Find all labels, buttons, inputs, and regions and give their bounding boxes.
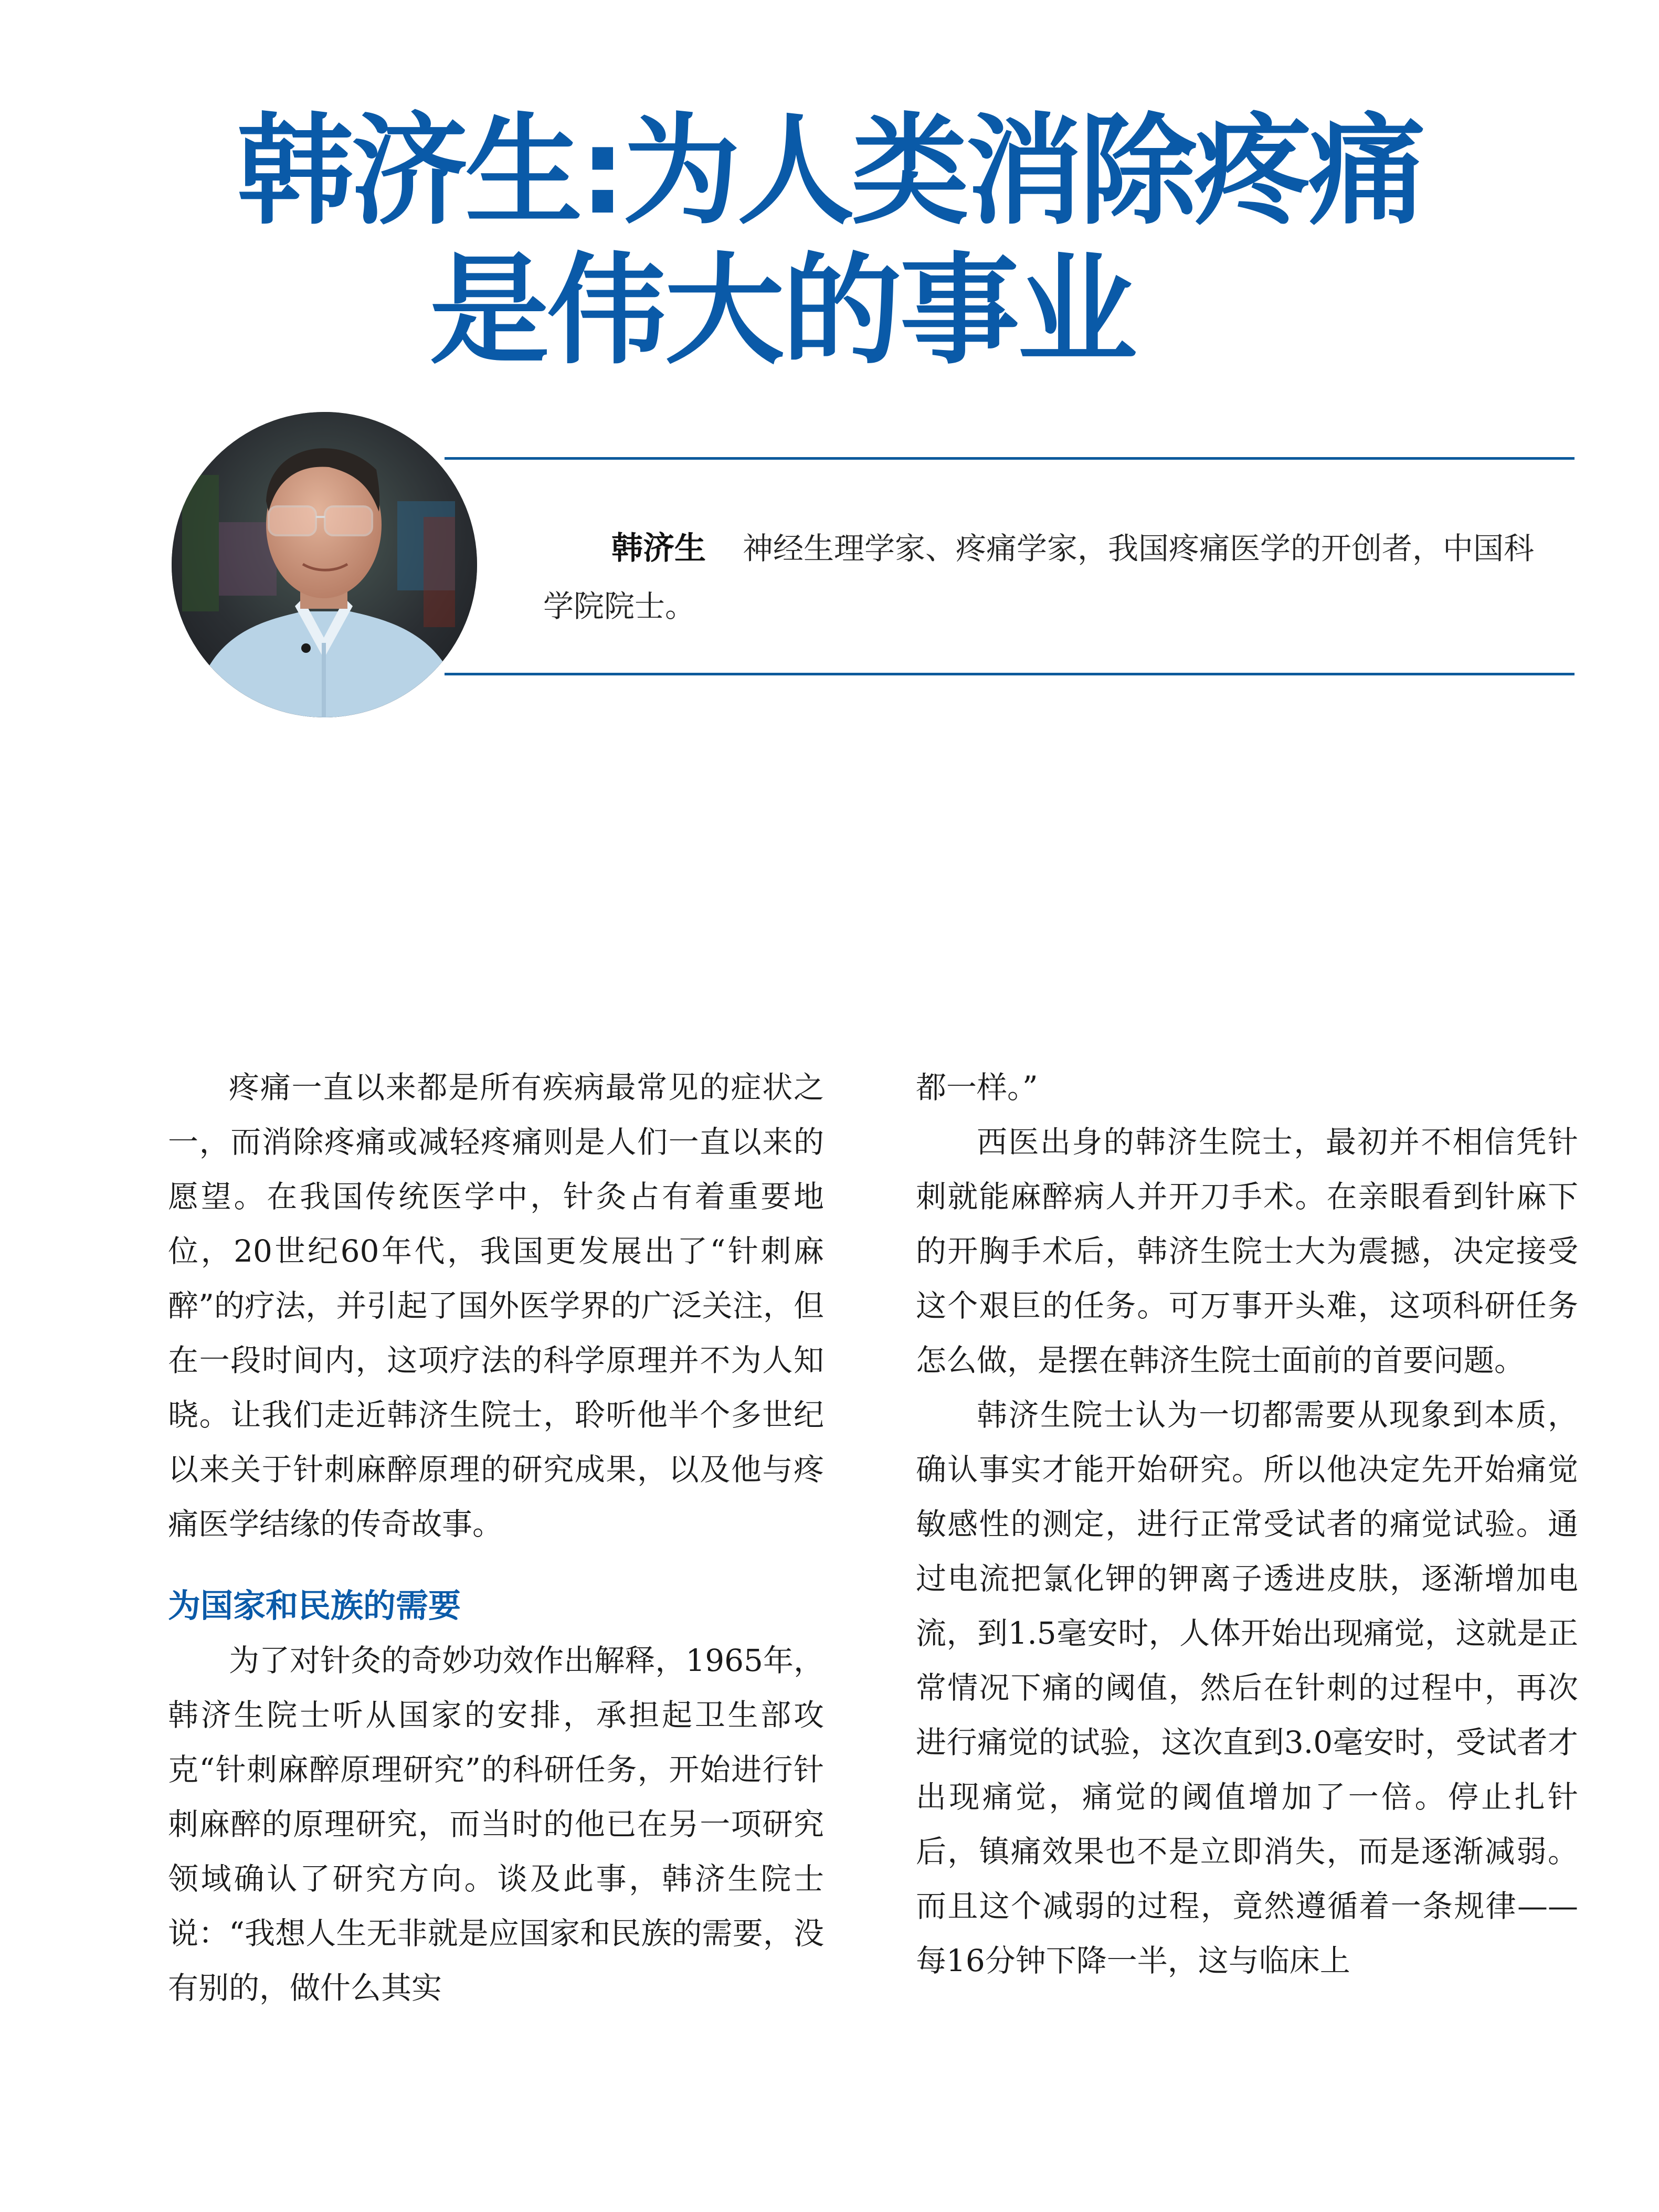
intro-paragraph: 疼痛一直以来都是所有疾病最常见的症状之一，而消除疼痛或减轻疼痛则是人们一直以来的愿望。在我国传统医学中，针灸占有着重要地位，20世纪60年代，我国更发展出了“针刺麻醉”的疗法，并引起了国外医学界的广泛关注，但在一段时间内，这项疗法的科学原理并不为人知晓。让我们走近韩济生院士，聆听他半个多世纪以来关于针刺麻醉原理的研究成果，以及他与疼痛医学结缘的传奇故事。	[168, 1070, 824, 1542]
portrait-illustration	[172, 412, 477, 717]
article-title-line-1: 韩济生:为人类消除疼痛	[236, 101, 1423, 241]
bio-description: 神经生理学家、疼痛学家，我国疼痛医学的开创者，中国科学院院士。	[543, 531, 1535, 624]
bio-name: 韩济生	[611, 530, 706, 567]
article-title-line-2: 是伟大的事业	[429, 241, 1135, 380]
body-paragraph: 韩济生院士认为一切都需要从现象到本质，确认事实才能开始研究。所以他决定先开始痛觉敏感性的测定，进行正常受试者的痛觉试验。通过电流把氯化钾的钾离子透进皮肤，逐渐增加电流，到1.5毫安时，人体开始出现痛觉，这就是正常情况下痛的阈值，然后在针刺的过程中，再次进行痛觉的试验，这次直到3.0毫安时，受试者才出现痛觉，痛觉的阈值增加了一倍。停止扎针后，镇痛效果也不是立即消失，而是逐渐减弱。而且这个减弱的过程，竟然遵循着一条规律——每16分钟下降一半，这与临床上	[916, 1397, 1578, 1978]
article-column-left	[168, 1060, 824, 2015]
author-bio	[543, 520, 1556, 635]
body-paragraph-continued: 都一样。”	[916, 1070, 1038, 1105]
body-paragraph: 西医出身的韩济生院士，最初并不相信凭针刺就能麻醉病人并开刀手术。在亲眼看到针麻下的开胸手术后，韩济生院士大为震撼，决定接受这个艰巨的任务。可万事开头难，这项科研任务怎么做，是摆在韩济生院士面前的首要问题。	[916, 1124, 1578, 1378]
portrait-photo	[172, 412, 477, 717]
section-heading: 为国家和民族的需要	[168, 1586, 461, 1625]
body-paragraph: 为了对针灸的奇妙功效作出解释，1965年，韩济生院士听从国家的安排，承担起卫生部攻克“针刺麻醉原理研究”的科研任务，开始进行针刺麻醉的原理研究，而当时的他已在另一项研究领域确认了研究方向。谈及此事，韩济生院士说：“我想人生无非就是应国家和民族的需要，没有别的，做什么其实	[168, 1643, 824, 2006]
divider-rule-top	[445, 457, 1575, 460]
article-column-right	[916, 1060, 1578, 1988]
divider-rule-bottom	[445, 673, 1575, 675]
